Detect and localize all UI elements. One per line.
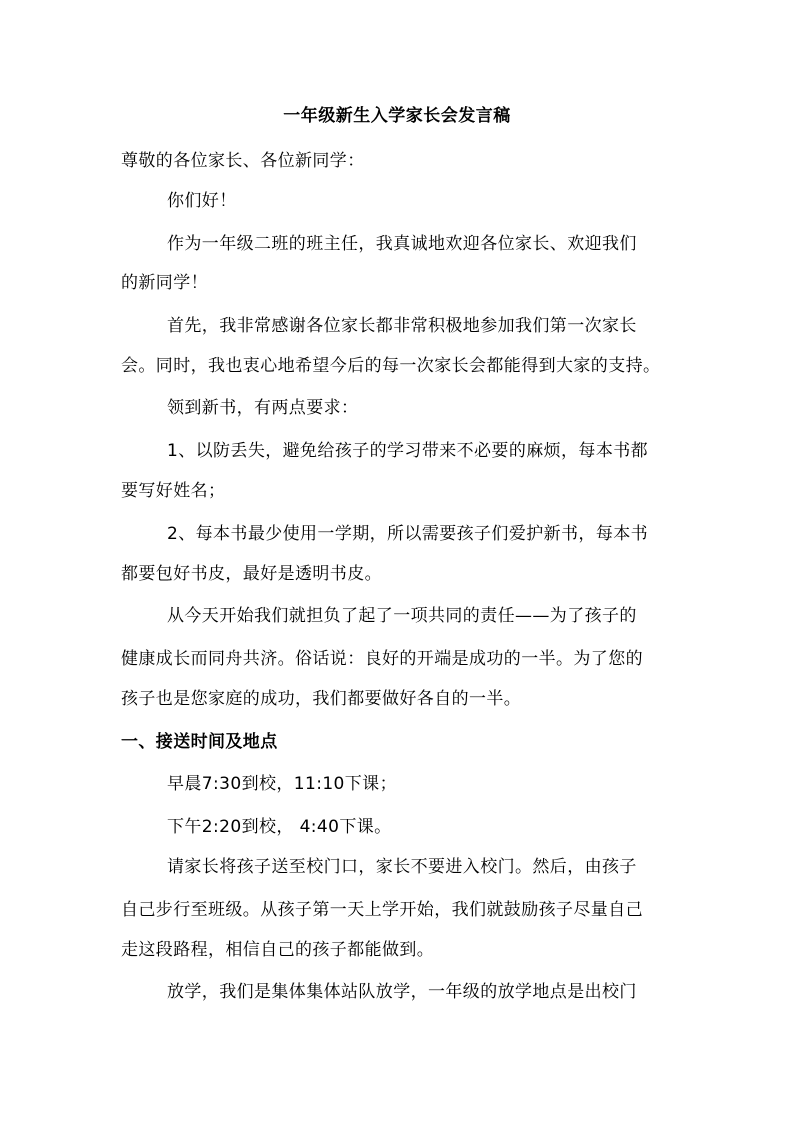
paragraph-line: 领到新书，有两点要求： [167, 398, 359, 418]
paragraph-line: 会。同时，我也衷心地希望今后的每一次家长会都能得到大家的支持。 [121, 356, 661, 376]
paragraph-line: 1、以防丢失，避免给孩子的学习带来不必要的麻烦，每本书都 [167, 441, 649, 461]
paragraph-line: 要写好姓名； [121, 481, 226, 501]
paragraph-line: 自己步行至班级。从孩子第一天上学开始，我们就鼓励孩子尽量自己 [121, 900, 643, 920]
paragraph-line: 2、每本书最少使用一学期，所以需要孩子们爱护新书，每本书 [167, 524, 649, 544]
paragraph-line: 请家长将孩子送至校门口，家长不要进入校门。然后，由孩子 [167, 857, 637, 877]
paragraph-line: 孩子也是您家庭的成功，我们都要做好各自的一半。 [121, 689, 522, 709]
paragraph-line: 首先，我非常感谢各位家长都非常积极地参加我们第一次家长 [167, 316, 637, 336]
greeting: 你们好！ [167, 191, 237, 211]
paragraph-line: 放学，我们是集体集体站队放学，一年级的放学地点是出校门 [167, 982, 637, 1002]
paragraph-line: 走这段路程，相信自己的孩子都能做到。 [121, 940, 435, 960]
section-heading: 一、接送时间及地点 [121, 732, 278, 752]
paragraph-line: 从今天开始我们就担负了起了一项共同的责任——为了孩子的 [167, 606, 637, 626]
paragraph-line: 健康成长而同舟共济。俗话说：良好的开端是成功的一半。为了您的 [121, 649, 643, 669]
paragraph-line: 作为一年级二班的班主任，我真诚地欢迎各位家长、欢迎我们 [167, 234, 637, 254]
schedule-line: 下午2:20到校， 4:40下课。 [167, 817, 392, 837]
paragraph-line: 都要包好书皮，最好是透明书皮。 [121, 564, 382, 584]
paragraph-line: 的新同学！ [121, 273, 208, 293]
schedule-line: 早晨7:30到校，11:10下课； [167, 774, 397, 794]
salutation: 尊敬的各位家长、各位新同学： [121, 151, 365, 171]
document-title: 一年级新生入学家长会发言稿 [283, 106, 511, 126]
